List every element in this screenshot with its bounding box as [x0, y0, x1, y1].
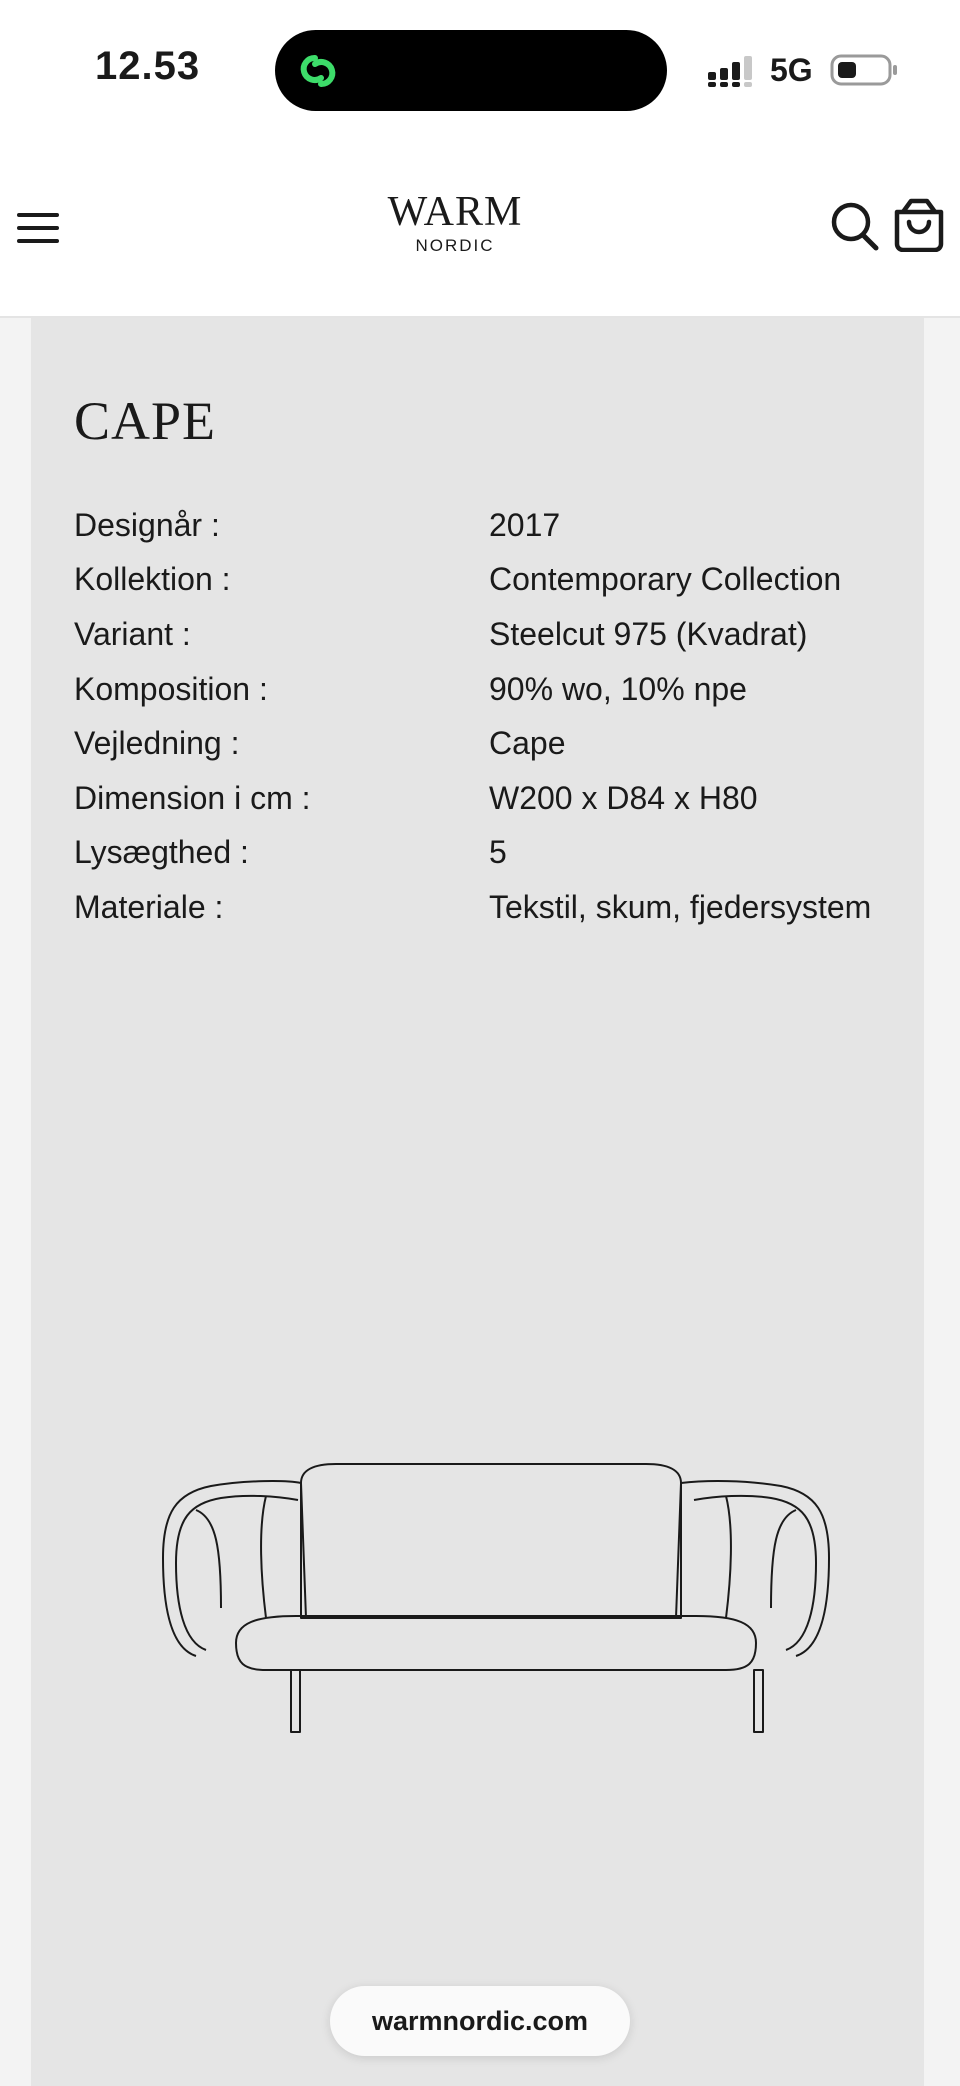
brand-logo[interactable] [380, 190, 530, 256]
spec-value: Cape [489, 725, 566, 762]
spec-value: 5 [489, 834, 507, 871]
site-header [0, 140, 960, 318]
sofa-back [301, 1464, 681, 1618]
spec-label: Lysægthed : [74, 834, 249, 871]
status-bar [0, 0, 960, 140]
spec-value: Contemporary Collection [489, 561, 842, 598]
spec-label: Designår : [74, 506, 220, 543]
search-icon[interactable] [830, 200, 880, 252]
spec-label: Kollektion : [74, 561, 231, 598]
product-title: CAPE [74, 391, 217, 451]
spec-label: Materiale : [74, 888, 224, 925]
spec-table [74, 498, 904, 935]
spec-label: Dimension i cm : [74, 779, 311, 816]
battery-icon [830, 53, 900, 87]
menu-icon[interactable] [15, 210, 61, 246]
logo-sub: NORDIC [415, 236, 495, 255]
spec-value: 2017 [489, 506, 561, 543]
signal-icon [707, 52, 757, 88]
spec-row [74, 553, 904, 608]
sofa-leg [291, 1670, 300, 1732]
spec-value: W200 x D84 x H80 [489, 779, 758, 816]
spec-row [74, 771, 904, 826]
product-card [31, 318, 924, 2086]
logo-main: WARM [387, 189, 523, 235]
cart-icon[interactable] [893, 198, 945, 252]
spec-row [74, 498, 904, 553]
spec-row [74, 607, 904, 662]
spec-value: Steelcut 975 (Kvadrat) [489, 615, 808, 652]
link-app-icon[interactable] [293, 48, 343, 94]
spec-row [74, 662, 904, 717]
spec-value: Tekstil, skum, fjedersystem [489, 888, 872, 925]
browser-url-bar[interactable]: warmnordic.com [330, 1986, 630, 2056]
spec-row [74, 826, 904, 881]
spec-label: Variant : [74, 615, 191, 652]
sofa-line-drawing [136, 1418, 856, 1778]
spec-label: Vejledning : [74, 725, 240, 762]
sofa-left-arm [163, 1481, 306, 1656]
sofa-seat [236, 1616, 756, 1670]
spec-label: Komposition : [74, 670, 268, 707]
status-time: 12.53 [95, 44, 201, 88]
network-type: 5G [770, 52, 813, 88]
dynamic-island[interactable] [275, 30, 667, 111]
sofa-leg [754, 1670, 763, 1732]
spec-row [74, 880, 904, 935]
spec-value: 90% wo, 10% npe [489, 670, 747, 707]
spec-row [74, 716, 904, 771]
